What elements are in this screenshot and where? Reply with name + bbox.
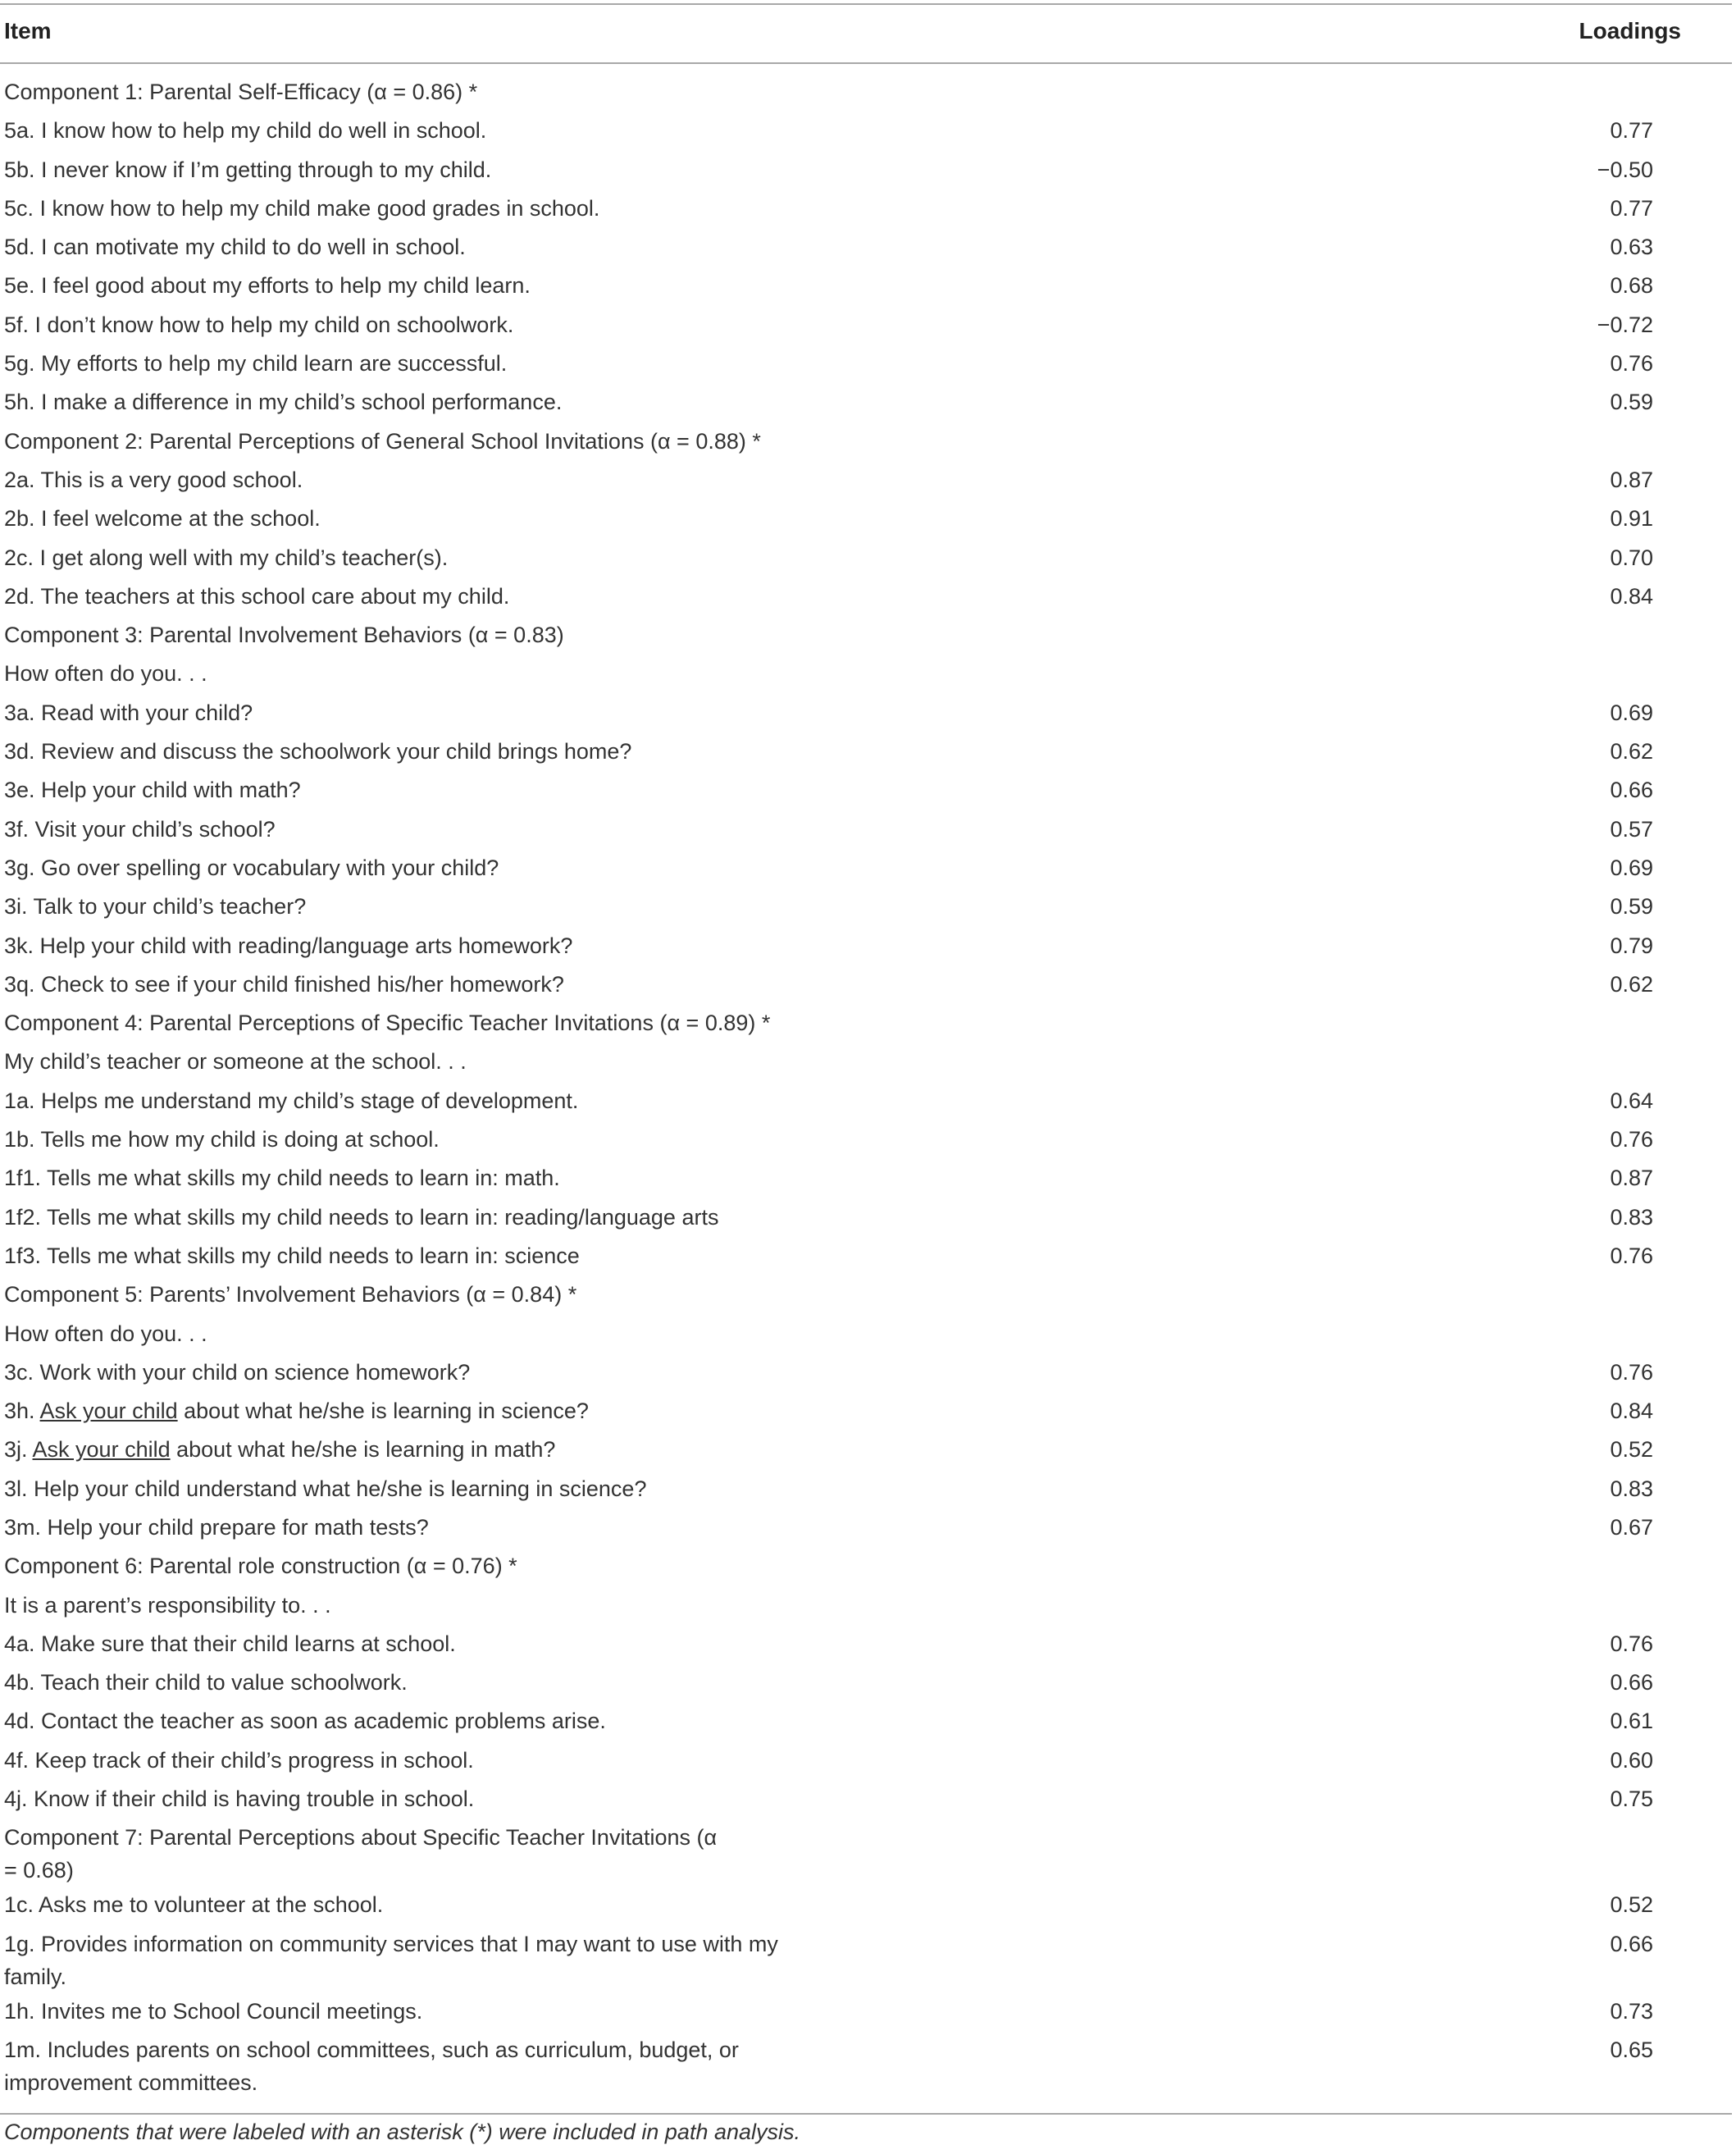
item-text: 3e. Help your child with math? (4, 778, 301, 803)
table-body (0, 74, 1732, 2099)
item-text: 3q. Check to see if your child finished his/her homework? (4, 971, 564, 997)
item-text: How often do you. . . (4, 1321, 207, 1346)
table-row (0, 811, 1732, 850)
table-row (0, 772, 1732, 810)
loading-value: 0.66 (1610, 1670, 1653, 1695)
loading-value: 0.67 (1610, 1514, 1653, 1540)
loading-value: 0.76 (1610, 1127, 1653, 1152)
loading-value: 0.61 (1610, 1709, 1653, 1734)
component-row (0, 1548, 1732, 1586)
item-text: 1f2. Tells me what skills my child needs to learn in: reading/language arts (4, 1204, 719, 1230)
item-text: 3i. Talk to your child’s teacher? (4, 894, 307, 920)
loading-value: 0.52 (1610, 1892, 1653, 1918)
item-text: 3a. Read with your child? (4, 700, 253, 725)
loading-value: 0.75 (1610, 1787, 1653, 1812)
loading-value: 0.77 (1610, 118, 1653, 144)
loading-value: 0.76 (1610, 351, 1653, 376)
item-text (0, 1431, 824, 1466)
loading-value: −0.50 (1597, 157, 1653, 182)
item-text: 1a. Helps me understand my child’s stage of development. (4, 1088, 579, 1113)
item-text: 1m. Includes parents on school committees, such as curriculum, budget, or improvement committees. (4, 2037, 739, 2095)
item-text: Component 6: Parental role construction (α = 0.76) * (4, 1554, 517, 1579)
loading-value: 0.79 (1610, 933, 1653, 958)
loading-value: 0.66 (1610, 778, 1653, 803)
loading-value: 0.73 (1610, 1998, 1653, 2024)
loading-value: 0.87 (1610, 467, 1653, 492)
loading-value: 0.62 (1610, 971, 1653, 997)
loading-value: 0.70 (1610, 545, 1653, 570)
table-top-rule (0, 3, 1732, 5)
table-row (0, 1993, 1732, 2032)
prompt-row (0, 1587, 1732, 1626)
loading-value: 0.59 (1610, 894, 1653, 920)
loading-value: 0.60 (1610, 1747, 1653, 1773)
item-text: How often do you. . . (4, 661, 207, 687)
item-text (0, 1393, 824, 1427)
item-text: Component 7: Parental Perceptions about Specific Teacher Invitations (α = 0.68) (4, 1825, 718, 1883)
table-row (0, 540, 1732, 578)
item-text: 5c. I know how to help my child make good grades in school. (4, 195, 600, 221)
item-text: 5e. I feel good about my efforts to help my child learn. (4, 273, 531, 299)
table-row (0, 1626, 1732, 1664)
loading-value: 0.57 (1610, 816, 1653, 842)
loading-value: 0.69 (1610, 855, 1653, 880)
table-row (0, 190, 1732, 229)
loading-value: 0.91 (1610, 506, 1653, 532)
item-text: 1h. Invites me to School Council meetings. (4, 1998, 423, 2024)
loading-value: 0.84 (1610, 1399, 1653, 1424)
table-row (0, 1121, 1732, 1160)
loading-value: 0.59 (1610, 390, 1653, 415)
item-text: 5b. I never know if I’m getting through to my child. (4, 157, 492, 182)
table-row (0, 1160, 1732, 1198)
table-row (0, 888, 1732, 927)
item-text: 1c. Asks me to volunteer at the school. (4, 1892, 384, 1918)
table-row (0, 500, 1732, 539)
item-text: 4a. Make sure that their child learns at school. (4, 1631, 456, 1656)
item-text: 2b. I feel welcome at the school. (4, 506, 321, 532)
loading-value: 0.66 (1610, 1931, 1653, 1956)
component-row (0, 1276, 1732, 1315)
table-row (0, 1471, 1732, 1509)
item-text: 4j. Know if their child is having trouble in school. (4, 1787, 475, 1812)
loading-value: 0.76 (1610, 1631, 1653, 1656)
item-text: 3c. Work with your child on science homework? (4, 1359, 471, 1385)
item-text: 2c. I get along well with my child’s teacher(s). (4, 545, 449, 570)
loading-value: 0.76 (1610, 1359, 1653, 1385)
table-row (0, 966, 1732, 1005)
table-row (0, 112, 1732, 151)
table-row (0, 733, 1732, 772)
header-loadings: Loadings (1579, 18, 1681, 43)
item-text: 5g. My efforts to help my child learn are successful. (4, 351, 508, 376)
item-prefix: 3j. (4, 1437, 33, 1463)
item-text: 1g. Provides information on community services that I may want to use with my family. (4, 1931, 778, 1989)
component-row (0, 1005, 1732, 1043)
table-header-rule (0, 62, 1732, 64)
table-row (0, 695, 1732, 733)
table-footnote: Components that were labeled with an asterisk (*) were included in path analysis. (4, 2120, 801, 2144)
component-row (0, 617, 1732, 655)
prompt-row (0, 1316, 1732, 1354)
item-text: Component 2: Parental Perceptions of General School Invitations (α = 0.88) * (4, 428, 761, 454)
table-row (0, 2032, 1732, 2099)
table-row (0, 229, 1732, 267)
item-suffix: about what he/she is learning in science? (177, 1399, 589, 1424)
item-text: 5f. I don’t know how to help my child on schoolwork. (4, 312, 514, 337)
item-underlined: Ask your child (39, 1399, 178, 1424)
loading-value: 0.76 (1610, 1243, 1653, 1268)
table-row (0, 1354, 1732, 1393)
item-suffix: about what he/she is learning in math? (170, 1437, 556, 1463)
table-row (0, 1781, 1732, 1819)
item-text: 5a. I know how to help my child do well in school. (4, 118, 487, 144)
item-text: Component 1: Parental Self-Efficacy (α = 0.86) * (4, 80, 478, 104)
loading-value: 0.84 (1610, 583, 1653, 609)
component-row (0, 74, 1732, 112)
table-row (0, 1199, 1732, 1238)
loading-value: 0.63 (1610, 235, 1653, 260)
table-row (0, 384, 1732, 422)
table-row (0, 1926, 1732, 1993)
item-text: 4f. Keep track of their child’s progress in school. (4, 1747, 474, 1773)
loading-value: 0.64 (1610, 1088, 1653, 1113)
item-text: Component 5: Parents’ Involvement Behaviors (α = 0.84) * (4, 1282, 577, 1307)
table-row (0, 307, 1732, 345)
item-text: 3d. Review and discuss the schoolwork your child brings home? (4, 739, 632, 764)
item-text: 3g. Go over spelling or vocabulary with your child? (4, 855, 499, 880)
item-prefix: 3h. (4, 1399, 40, 1424)
table-row (0, 1083, 1732, 1121)
item-text: 3m. Help your child prepare for math tests? (4, 1514, 429, 1540)
item-text: My child’s teacher or someone at the school. . . (4, 1049, 467, 1075)
table-row (0, 345, 1732, 384)
loading-value: 0.52 (1610, 1437, 1653, 1463)
item-text: Component 3: Parental Involvement Behaviors (α = 0.83) (4, 623, 564, 648)
table-row (0, 1393, 1732, 1431)
item-text: 2d. The teachers at this school care about my child. (4, 583, 510, 609)
table-row (0, 1703, 1732, 1741)
table-row (0, 152, 1732, 190)
item-text: 5h. I make a difference in my child’s school performance. (4, 390, 563, 415)
loading-value: 0.83 (1610, 1476, 1653, 1501)
item-text: 1b. Tells me how my child is doing at school. (4, 1127, 440, 1152)
table-row (0, 1664, 1732, 1703)
prompt-row (0, 1043, 1732, 1082)
table-row (0, 462, 1732, 500)
header-item: Item (4, 18, 52, 43)
table-row (0, 1887, 1732, 1925)
table-row (0, 928, 1732, 966)
item-text: 2a. This is a very good school. (4, 467, 303, 492)
item-text: 4d. Contact the teacher as soon as academic problems arise. (4, 1709, 606, 1734)
component-row (0, 1819, 1732, 1887)
prompt-row (0, 655, 1732, 694)
table-row (0, 267, 1732, 306)
table-row (0, 1238, 1732, 1276)
loading-value: 0.65 (1610, 2037, 1653, 2062)
loading-value: 0.62 (1610, 739, 1653, 764)
loading-value: 0.83 (1610, 1204, 1653, 1230)
item-underlined: Ask your child (32, 1437, 171, 1463)
component-row (0, 423, 1732, 462)
item-text: 3f. Visit your child’s school? (4, 816, 276, 842)
loading-value: 0.87 (1610, 1166, 1653, 1191)
table-bottom-rule (0, 2113, 1732, 2115)
table-row (0, 1742, 1732, 1781)
loading-value: 0.68 (1610, 273, 1653, 299)
table-row (0, 1431, 1732, 1470)
item-text: It is a parent’s responsibility to. . . (4, 1592, 331, 1618)
item-text: Component 4: Parental Perceptions of Specific Teacher Invitations (α = 0.89) * (4, 1011, 771, 1036)
item-text: 3k. Help your child with reading/language arts homework? (4, 933, 573, 958)
item-text: 1f1. Tells me what skills my child needs to learn in: math. (4, 1166, 560, 1191)
item-text: 5d. I can motivate my child to do well in school. (4, 235, 466, 260)
table-row (0, 1509, 1732, 1548)
loading-value: 0.77 (1610, 195, 1653, 221)
table-row (0, 578, 1732, 617)
item-text: 3l. Help your child understand what he/she is learning in science? (4, 1476, 647, 1501)
loading-value: 0.69 (1610, 700, 1653, 725)
item-text: 1f3. Tells me what skills my child needs to learn in: science (4, 1243, 580, 1268)
item-text: 4b. Teach their child to value schoolwork. (4, 1670, 408, 1695)
table-row (0, 850, 1732, 888)
loading-value: −0.72 (1597, 312, 1653, 337)
table-header (0, 15, 1732, 51)
